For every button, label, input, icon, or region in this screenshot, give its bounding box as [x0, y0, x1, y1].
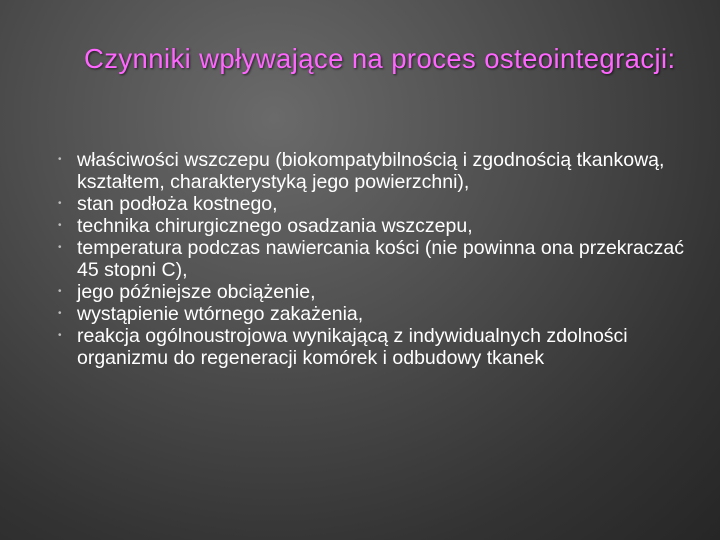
bullet-icon: • — [58, 220, 62, 231]
bullet-text: stan podłoża kostnego, — [77, 193, 278, 215]
list-item — [0, 325, 720, 369]
bullet-text: reakcja ogólnoustrojowa wynikającą z indywidualnych zdolności organizmu do regeneracji komórek i odbudowy tkanek — [77, 325, 628, 369]
list-item — [0, 237, 720, 281]
bullet-text: temperatura podczas nawiercania kości (nie powinna ona przekraczać 45 stopni C), — [77, 237, 684, 281]
bullet-text: właściwości wszczepu (biokompatybilnością i zgodnością tkankową, kształtem, charakterystyką jego powierzchni), — [77, 149, 665, 193]
bullet-text: technika chirurgicznego osadzania wszczepu, — [77, 215, 473, 237]
bullet-text: jego późniejsze obciążenie, — [77, 281, 316, 303]
list-item — [0, 303, 720, 325]
list-item — [0, 193, 720, 215]
bullet-icon: • — [58, 198, 62, 209]
bullet-icon: • — [58, 286, 62, 297]
bullet-icon: • — [58, 308, 62, 319]
bullet-text: wystąpienie wtórnego zakażenia, — [77, 303, 364, 325]
bullet-icon: • — [58, 154, 62, 165]
slide-title: Czynniki wpływające na proces osteointegracji: — [84, 43, 676, 74]
list-item — [0, 281, 720, 303]
list-item — [0, 149, 720, 193]
list-item — [0, 215, 720, 237]
bullet-list — [0, 149, 720, 369]
bullet-icon: • — [58, 242, 62, 253]
bullet-icon: • — [58, 330, 62, 341]
